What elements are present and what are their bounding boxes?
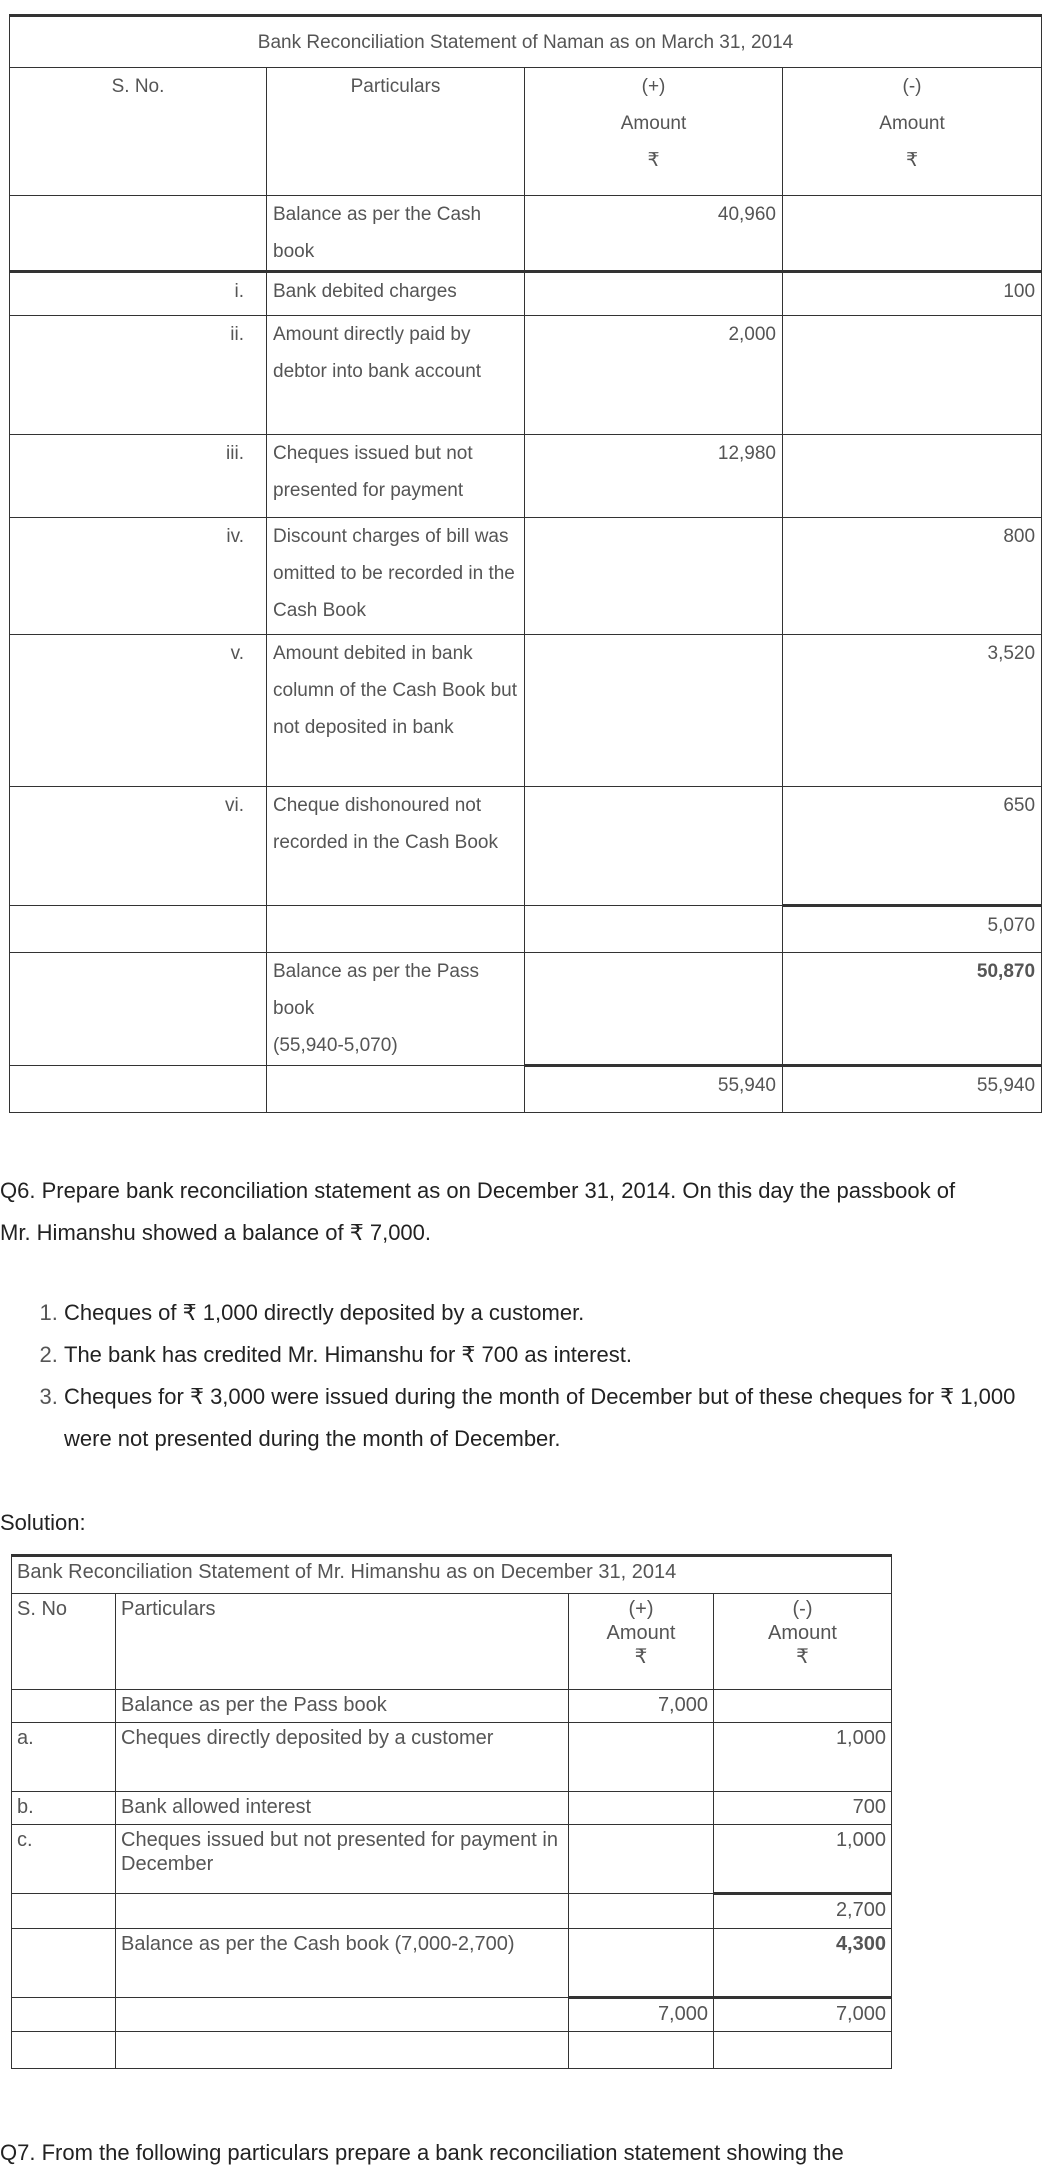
table-row: Balance as per the Pass book (55,940-5,070) 50,870 <box>10 953 1042 1066</box>
list-item: 3. Cheques for ₹ 3,000 were issued during the month of December but of these cheques for ₹ 1,000 were not presented during the month of December. <box>64 1376 1044 1460</box>
table-row: a. Cheques directly deposited by a customer 1,000 <box>12 1723 892 1792</box>
himanshu-reconciliation-table <box>11 1554 892 2069</box>
header-minus-amount: (-) Amount ₹ <box>714 1594 892 1690</box>
table-row: vi. Cheque dishonoured not recorded in the Cash Book 650 <box>10 787 1042 906</box>
table-row: 2,700 <box>12 1894 892 1929</box>
table-row: 7,000 7,000 <box>12 1998 892 2032</box>
table-row: iii. Cheques issued but not presented for payment 12,980 <box>10 435 1042 518</box>
table-row: b. Bank allowed interest 700 <box>12 1792 892 1825</box>
header-sno: S. No. <box>10 68 267 196</box>
header-particulars: Particulars <box>116 1594 569 1690</box>
list-item: 2. The bank has credited Mr. Himanshu for ₹ 700 as interest. <box>64 1334 1044 1376</box>
table-row: Balance as per the Cash book (7,000-2,700) 4,300 <box>12 1929 892 1998</box>
header-minus-amount: (-) Amount ₹ <box>783 68 1042 196</box>
table-row: v. Amount debited in bank column of the Cash Book but not deposited in bank 3,520 <box>10 635 1042 787</box>
header-sno: S. No <box>12 1594 116 1690</box>
table-title: Bank Reconciliation Statement of Naman as on March 31, 2014 <box>10 16 1042 68</box>
table-row: c. Cheques issued but not presented for payment in December 1,000 <box>12 1825 892 1894</box>
table-row: i. Bank debited charges 100 <box>10 272 1042 316</box>
naman-reconciliation-table <box>9 14 1042 1113</box>
question-6-list <box>0 1292 1044 1460</box>
table-row: 5,070 <box>10 906 1042 953</box>
table-title: Bank Reconciliation Statement of Mr. Himanshu as on December 31, 2014 <box>12 1556 892 1594</box>
list-item: 1. Cheques of ₹ 1,000 directly deposited by a customer. <box>64 1292 1044 1334</box>
question-6-text: Q6. Prepare bank reconciliation statement as on December 31, 2014. On this day the passbook of Mr. Himanshu showed a balance of ₹ 7,000. <box>0 1178 956 1245</box>
header-plus-amount: (+) Amount ₹ <box>525 68 783 196</box>
header-particulars: Particulars <box>267 68 525 196</box>
table-row: 55,940 55,940 <box>10 1066 1042 1113</box>
question-7-text: Q7. From the following particulars prepare a bank reconciliation statement showing the <box>0 2140 844 2165</box>
table-row: iv. Discount charges of bill was omitted to be recorded in the Cash Book 800 <box>10 518 1042 635</box>
solution-label: Solution: <box>0 1510 86 1535</box>
table-row: ii. Amount directly paid by debtor into bank account 2,000 <box>10 316 1042 435</box>
table-row: Balance as per the Cash book 40,960 <box>10 196 1042 272</box>
table-row <box>12 2032 892 2069</box>
table-row: Balance as per the Pass book 7,000 <box>12 1690 892 1723</box>
header-plus-amount: (+) Amount ₹ <box>569 1594 714 1690</box>
